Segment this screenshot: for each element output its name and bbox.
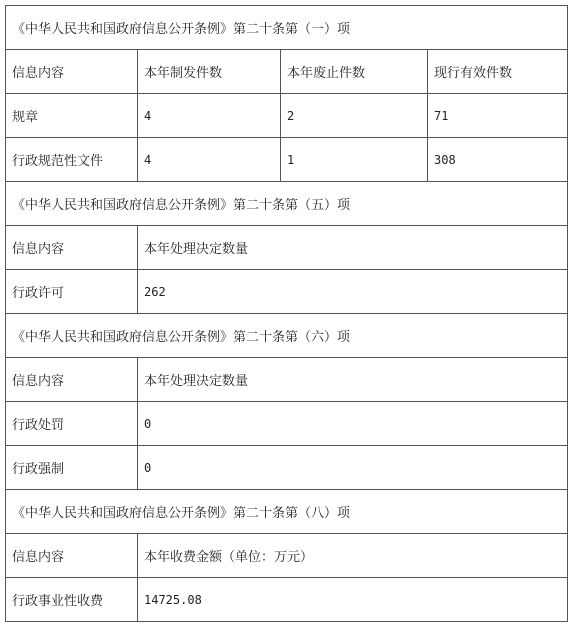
section-header-row bbox=[6, 182, 568, 226]
decision-count: 0 bbox=[138, 402, 568, 446]
header-cell: 信息内容 bbox=[6, 534, 138, 578]
header-row bbox=[6, 50, 568, 94]
section-header-row bbox=[6, 314, 568, 358]
row-label: 行政强制 bbox=[6, 446, 138, 490]
header-cell: 本年处理决定数量 bbox=[138, 358, 568, 402]
decision-count: 0 bbox=[138, 446, 568, 490]
header-cell: 信息内容 bbox=[6, 358, 138, 402]
abolished-count: 1 bbox=[281, 138, 428, 182]
header-cell: 信息内容 bbox=[6, 226, 138, 270]
effective-count: 308 bbox=[428, 138, 568, 182]
table-row bbox=[6, 94, 568, 138]
row-label: 行政规范性文件 bbox=[6, 138, 138, 182]
gov-info-disclosure-table bbox=[5, 5, 568, 622]
table-row bbox=[6, 402, 568, 446]
table-row bbox=[6, 270, 568, 314]
header-row bbox=[6, 358, 568, 402]
header-row bbox=[6, 226, 568, 270]
header-cell: 信息内容 bbox=[6, 50, 138, 94]
table-row bbox=[6, 138, 568, 182]
issued-count: 4 bbox=[138, 94, 281, 138]
fee-amount: 14725.08 bbox=[138, 578, 568, 622]
row-label: 行政处罚 bbox=[6, 402, 138, 446]
header-cell: 本年处理决定数量 bbox=[138, 226, 568, 270]
section-title: 《中华人民共和国政府信息公开条例》第二十条第（一）项 bbox=[6, 6, 568, 50]
table-row bbox=[6, 446, 568, 490]
section-title: 《中华人民共和国政府信息公开条例》第二十条第（五）项 bbox=[6, 182, 568, 226]
row-label: 行政事业性收费 bbox=[6, 578, 138, 622]
decision-count: 262 bbox=[138, 270, 568, 314]
header-row bbox=[6, 534, 568, 578]
table-row bbox=[6, 578, 568, 622]
abolished-count: 2 bbox=[281, 94, 428, 138]
section-title: 《中华人民共和国政府信息公开条例》第二十条第（六）项 bbox=[6, 314, 568, 358]
section-header-row bbox=[6, 6, 568, 50]
header-cell: 本年制发件数 bbox=[138, 50, 281, 94]
header-cell: 本年收费金额（单位：万元） bbox=[138, 534, 568, 578]
section-title: 《中华人民共和国政府信息公开条例》第二十条第（八）项 bbox=[6, 490, 568, 534]
row-label: 规章 bbox=[6, 94, 138, 138]
effective-count: 71 bbox=[428, 94, 568, 138]
issued-count: 4 bbox=[138, 138, 281, 182]
header-cell: 本年废止件数 bbox=[281, 50, 428, 94]
header-cell: 现行有效件数 bbox=[428, 50, 568, 94]
row-label: 行政许可 bbox=[6, 270, 138, 314]
section-header-row bbox=[6, 490, 568, 534]
